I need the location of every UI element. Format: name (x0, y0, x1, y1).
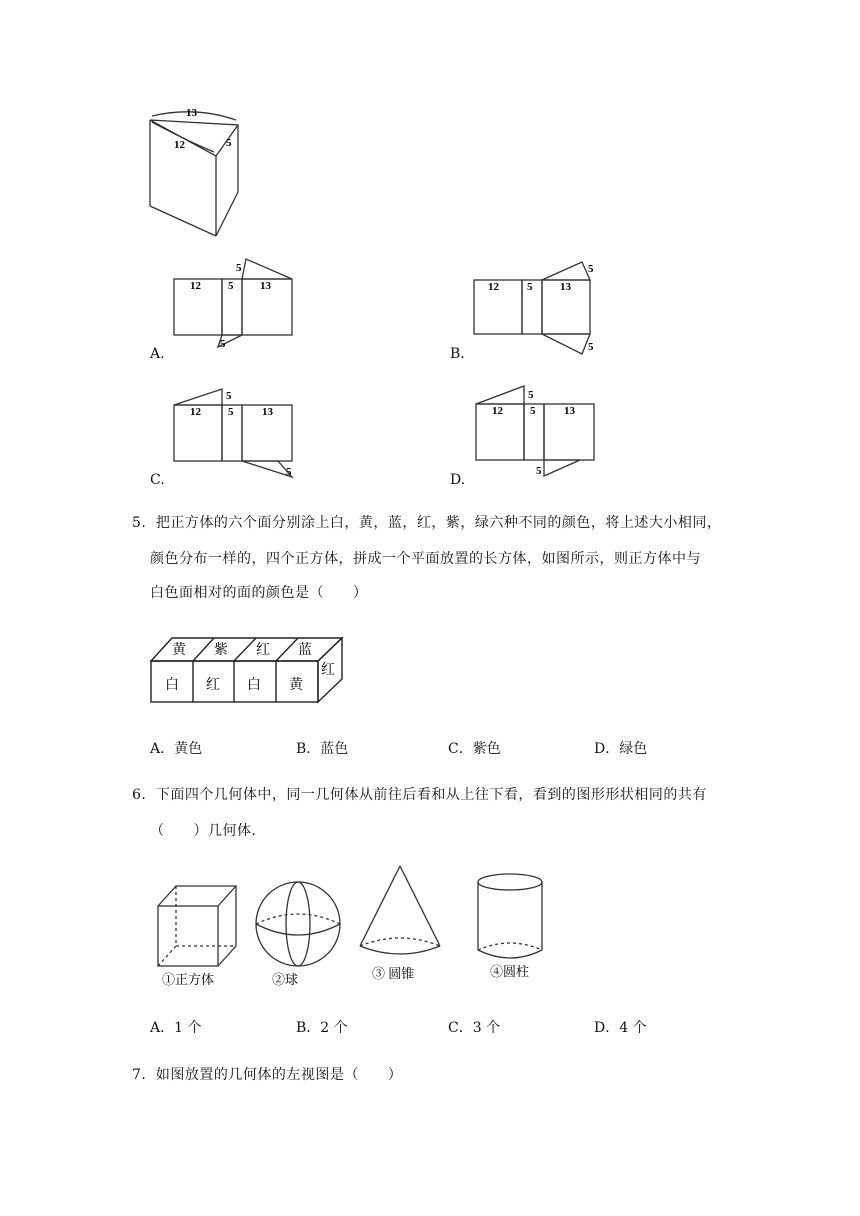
net-a-figure (170, 255, 300, 360)
net-a-label-4: 5 (236, 262, 242, 274)
cylinder-shape (478, 874, 542, 958)
prism-label-top: 13 (186, 107, 197, 119)
option-letter-c[interactable]: C. (150, 472, 165, 488)
net-d-label-3: 13 (564, 405, 575, 417)
label-cylinder: ④圆柱 (490, 964, 530, 979)
net-b-label-3: 13 (560, 281, 571, 293)
net-b-label-2: 5 (527, 281, 533, 293)
net-b-label-4: 5 (588, 263, 594, 275)
q5-option-d[interactable]: D．绿色 (594, 741, 648, 757)
net-c-label-3: 13 (262, 406, 273, 418)
net-c-label-1: 12 (190, 406, 201, 418)
q6-option-a[interactable]: A．1 个 (150, 1020, 202, 1036)
label-cube: ①正方体 (162, 972, 215, 987)
net-d-label-1: 12 (492, 405, 503, 417)
net-c-label-5: 5 (286, 466, 292, 478)
q5-top-3: 红 (256, 643, 270, 658)
q5-front-4: 黄 (289, 678, 303, 693)
net-c-label-2: 5 (228, 406, 234, 418)
prism-label-middle: 12 (174, 139, 185, 151)
net-d-figure (472, 382, 602, 482)
q6-text-line-2: （ ）几何体． (150, 823, 266, 839)
option-letter-d[interactable]: D. (450, 472, 466, 488)
q5-front-1: 白 (165, 678, 179, 693)
net-d-label-4: 5 (528, 389, 534, 401)
q5-top-2: 紫 (214, 643, 228, 658)
net-c-figure (170, 385, 300, 480)
net-d-label-2: 5 (530, 405, 536, 417)
prism-top-face (150, 120, 238, 156)
q5-text-line-2: 颜色分布一样的，四个正方体，拼成一个平面放置的长方体，如图所示，则正方体中与 (150, 551, 701, 567)
cone-shape (360, 866, 440, 954)
option-letter-b[interactable]: B. (450, 346, 465, 362)
q6-option-c[interactable]: C．3 个 (448, 1020, 501, 1036)
net-c-label-4: 5 (226, 390, 232, 402)
cube-shape (158, 886, 236, 966)
q5-front-2: 红 (206, 678, 220, 693)
q5-text-line-1: 5．把正方体的六个面分别涂上白，黄，蓝，红，紫，绿六种不同的颜色，将上述大小相同， (132, 515, 722, 531)
net-b-label-5: 5 (588, 341, 594, 353)
prism-figure (140, 100, 250, 240)
option-letter-a[interactable]: A. (150, 346, 165, 362)
q6-text-line-1: 6．下面四个几何体中，同一几何体从前往后看和从上往下看，看到的图形形状相同的共有 (132, 787, 707, 803)
net-a-label-5: 5 (220, 338, 226, 350)
q5-cube-row-figure (148, 634, 348, 706)
prism-label-side: 5 (226, 137, 232, 149)
q6-option-b[interactable]: B．2 个 (296, 1020, 348, 1036)
q6-option-d[interactable]: D．4 个 (594, 1020, 647, 1036)
net-d-label-5: 5 (536, 465, 542, 477)
q5-top-4: 蓝 (298, 643, 312, 658)
q5-side: 红 (321, 663, 335, 678)
label-cone: ③ 圆锥 (372, 966, 415, 981)
net-a-label-3: 13 (260, 280, 271, 292)
q5-option-b[interactable]: B．蓝色 (296, 741, 349, 757)
net-a-label-1: 12 (190, 280, 201, 292)
q5-text-line-3: 白色面相对的面的颜色是（ ） (150, 585, 368, 601)
net-a-label-2: 5 (228, 280, 234, 292)
net-b-figure (470, 258, 600, 358)
sphere-shape (256, 882, 340, 966)
q7-text-line-1: 7．如图放置的几何体的左视图是（ ） (132, 1067, 403, 1083)
label-sphere: ②球 (272, 972, 299, 987)
q5-option-a[interactable]: A．黄色 (150, 741, 203, 757)
net-b-label-1: 12 (488, 281, 499, 293)
q6-shapes-figure (148, 858, 568, 990)
q5-front-3: 白 (247, 678, 261, 693)
q5-option-c[interactable]: C．紫色 (448, 741, 501, 757)
q5-top-1: 黄 (172, 643, 186, 658)
